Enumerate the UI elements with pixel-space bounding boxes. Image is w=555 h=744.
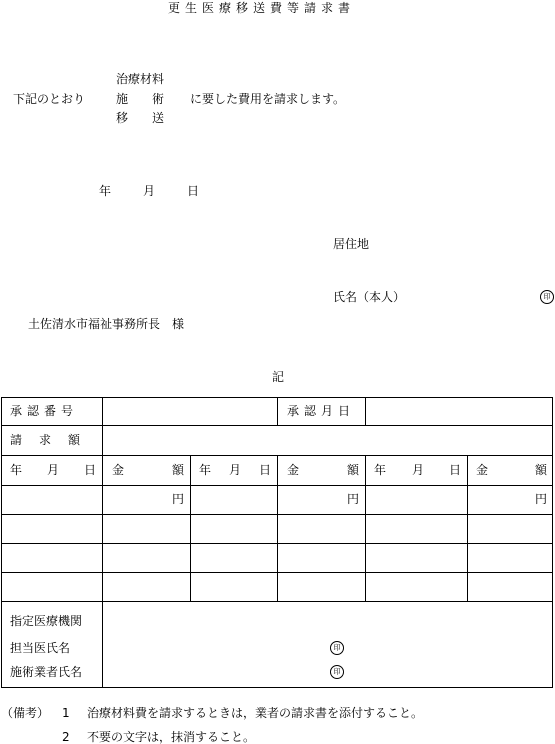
applicant-seal-mark: 印 — [540, 290, 554, 304]
name-label: 氏名（本人） — [333, 290, 406, 304]
yen-unit: 円 — [347, 492, 360, 506]
notes-prefix: （備考） — [1, 706, 50, 720]
yen-unit: 円 — [535, 492, 548, 506]
practitioner-seal-mark: 印 — [330, 665, 344, 679]
approval-date-field[interactable] — [367, 399, 551, 424]
table-rule — [277, 397, 278, 426]
practitioner-label: 施術業者氏名 — [10, 665, 83, 679]
doctor-seal-mark: 印 — [330, 641, 344, 655]
addressee: 土佐清水市福祉事務所長 様 — [28, 317, 185, 331]
header-day: 日 — [259, 463, 272, 477]
header-kin: 金 — [112, 463, 125, 477]
approval-number-field[interactable] — [104, 399, 276, 424]
table-rule — [102, 397, 103, 688]
header-year: 年 — [374, 463, 387, 477]
option-treatment: 施 術 — [116, 92, 165, 106]
header-kin: 金 — [287, 463, 300, 477]
approval-date-label: 承認月日 — [287, 404, 356, 418]
intro-prefix: 下記のとおり — [13, 92, 86, 106]
table-rule — [190, 455, 191, 602]
date-year: 年 — [99, 184, 112, 198]
header-month: 月 — [412, 463, 425, 477]
option-transport: 移 送 — [116, 111, 165, 125]
header-month: 月 — [47, 463, 60, 477]
header-month: 月 — [229, 463, 242, 477]
table-rule — [365, 397, 366, 426]
note-1-number: 1 — [62, 706, 70, 720]
claim-amount-field[interactable] — [104, 427, 551, 454]
note-2-text: 不要の文字は，抹消すること。 — [87, 730, 256, 744]
header-gaku: 額 — [347, 463, 360, 477]
table-rule — [277, 455, 278, 602]
claim-amount-label: 請求額 — [10, 433, 98, 447]
header-gaku: 額 — [172, 463, 185, 477]
date-month: 月 — [143, 184, 156, 198]
header-gaku: 額 — [535, 463, 548, 477]
header-year: 年 — [10, 463, 23, 477]
table-rule — [467, 455, 468, 602]
note-1-text: 治療材料費を請求するときは，業者の請求書を添付すること。 — [87, 706, 424, 720]
ki-label: 記 — [272, 370, 285, 384]
doctor-label: 担当医氏名 — [10, 641, 71, 655]
intro-suffix: に要した費用を請求します。 — [190, 92, 346, 106]
header-day: 日 — [84, 463, 97, 477]
option-treatment-materials: 治療材料 — [116, 72, 165, 86]
institution-label: 指定医療機関 — [10, 614, 83, 628]
date-day: 日 — [187, 184, 200, 198]
table-rule — [365, 455, 366, 602]
approval-number-label: 承認番号 — [10, 404, 79, 418]
header-kin: 金 — [476, 463, 489, 477]
address-label: 居住地 — [333, 237, 370, 251]
document-title: 更生医療移送費等請求書 — [168, 1, 356, 15]
header-day: 日 — [449, 463, 462, 477]
note-2-number: 2 — [62, 730, 70, 744]
header-year: 年 — [199, 463, 212, 477]
yen-unit: 円 — [172, 492, 185, 506]
